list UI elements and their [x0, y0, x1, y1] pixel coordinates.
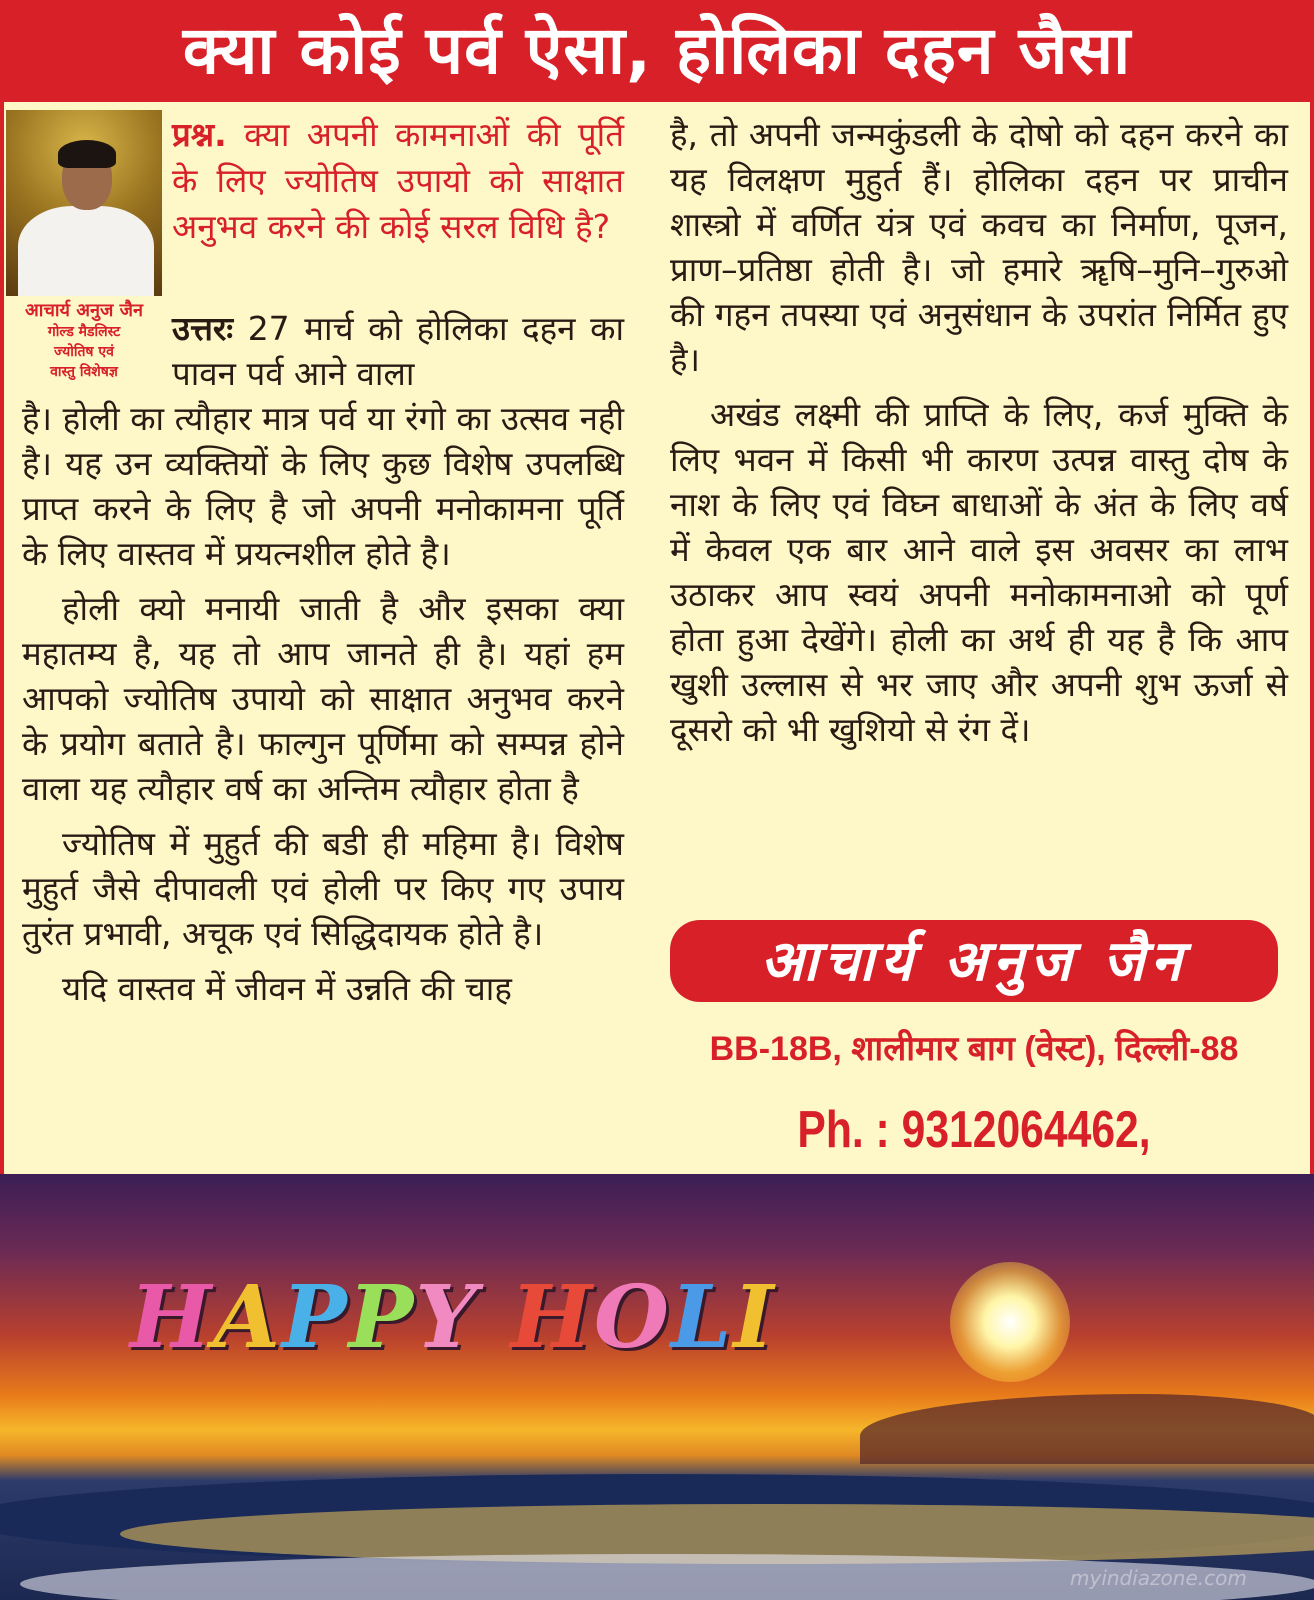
author-title: गोल्ड मैडलिस्ट: [47, 324, 121, 340]
sunset-sea-image: [0, 1174, 1314, 1600]
author-title: ज्योतिष एवं: [54, 344, 114, 360]
answer-lead: [172, 306, 624, 396]
answer-prefix: उत्तरः: [172, 309, 234, 348]
hill: [860, 1394, 1314, 1464]
address: BB-18B, शालीमार बाग (वेस्ट), दिल्ली-88: [709, 1030, 1239, 1068]
left-column: [22, 396, 624, 1011]
greeting-letter: H: [510, 1267, 594, 1368]
paragraph: यदि वास्तव में जीवन में उन्नति की चाह: [62, 969, 512, 1008]
greeting-letter: L: [670, 1267, 734, 1368]
answer-lead-text: 27 मार्च को होलिका दहन का पावन पर्व आने वाला: [172, 309, 625, 393]
greeting-letter: A: [213, 1267, 282, 1368]
sun: [950, 1262, 1070, 1382]
greeting-letter: Y: [415, 1267, 479, 1368]
question-text: क्या अपनी कामनाओं की पूर्ति के लिए ज्योतिष उपायो को साक्षात अनुभव करने की कोई सरल विधि है?: [172, 115, 624, 246]
paragraph: है। होली का त्यौहार मात्र पर्व या रंगो का उत्सव नही है। यह उन व्यक्तियों के लिए कुछ विशेष उपलब्धि प्राप्त करने के लिए है जो अपनी मनोकामना पूर्ति के लिए वास्तव में प्रयत्नशील होते है।: [22, 399, 624, 573]
greeting-letter: O: [593, 1267, 671, 1368]
author-caption: [4, 300, 164, 382]
greeting-letter: H: [130, 1267, 214, 1368]
paragraph: ज्योतिष में मुहुर्त की बडी ही महिमा है। विशेष मुहुर्त जैसे दीपावली एवं होली पर किए गए उपाय तुरंत प्रभावी, अचूक एवं सिद्धिदायक होते है।: [22, 824, 624, 953]
question-prefix: प्रश्न.: [172, 115, 227, 154]
author-title: वास्तु विशेषज्ञ: [50, 364, 118, 380]
question: [172, 112, 624, 250]
watermark: myindiazone.com: [1070, 1566, 1247, 1590]
greeting-letter: I: [733, 1267, 776, 1368]
paragraph: अखंड लक्ष्मी की प्राप्ति के लिए, कर्ज मुक्ति के लिए भवन में किसी भी कारण उत्पन्न वास्तु दोष के नाश के लिए एवं विघ्न बाधाओं के अंत के लिए वर्ष में केवल एक बार आने वाले इस अवसर का लाभ उठाकर आप स्वयं अपनी मनोकामनाओ को पूर्ण होता हुआ देखेंगे। होली का अर्थ ही यह है कि आप खुशी उल्लास से भर जाए और अपनी शुभ ऊर्जा से दूसरो को भी खुशियो से रंग दें।: [670, 395, 1288, 749]
phone-number: Ph. : 9312064462,: [797, 1101, 1151, 1159]
author-name: आचार्य अनुज जैन: [25, 300, 143, 321]
greeting-letter: [479, 1268, 511, 1368]
happy-holi-text: [130, 1268, 776, 1368]
greeting-letter: P: [282, 1267, 349, 1368]
name-banner: आचार्य अनुज जैन: [670, 920, 1278, 1002]
greeting-letter: P: [348, 1267, 416, 1368]
paragraph: है, तो अपनी जन्मकुंडली के दोषो को दहन करने का यह विलक्षण मुहुर्त हैं। होलिका दहन पर प्राचीन शास्त्रो में वर्णित यंत्र एवं कवच का निर्माण, पूजन, प्राण–प्रतिष्ठा होती है। जो हमारे ॠषि–मुनि–गुरुओ की गहन तपस्या एवं अनुसंधान के उपरांत निर्मित हुए है।: [670, 115, 1288, 379]
headline: क्या कोई पर्व ऐसा, होलिका दहन जैसा: [0, 0, 1314, 102]
paragraph: होली क्यो मनायी जाती है और इसका क्या महातम्य है, यह तो आप जानते ही है। यहां हम आपको ज्योतिष उपायो को साक्षात अनुभव करने के प्रयोग बताते है। फाल्गुन पूर्णिमा को सम्पन्न होने वाला यह त्यौहार वर्ष का अन्तिम त्यौहार होता है: [22, 589, 624, 808]
right-column: [670, 112, 1288, 752]
author-photo: [6, 110, 162, 296]
